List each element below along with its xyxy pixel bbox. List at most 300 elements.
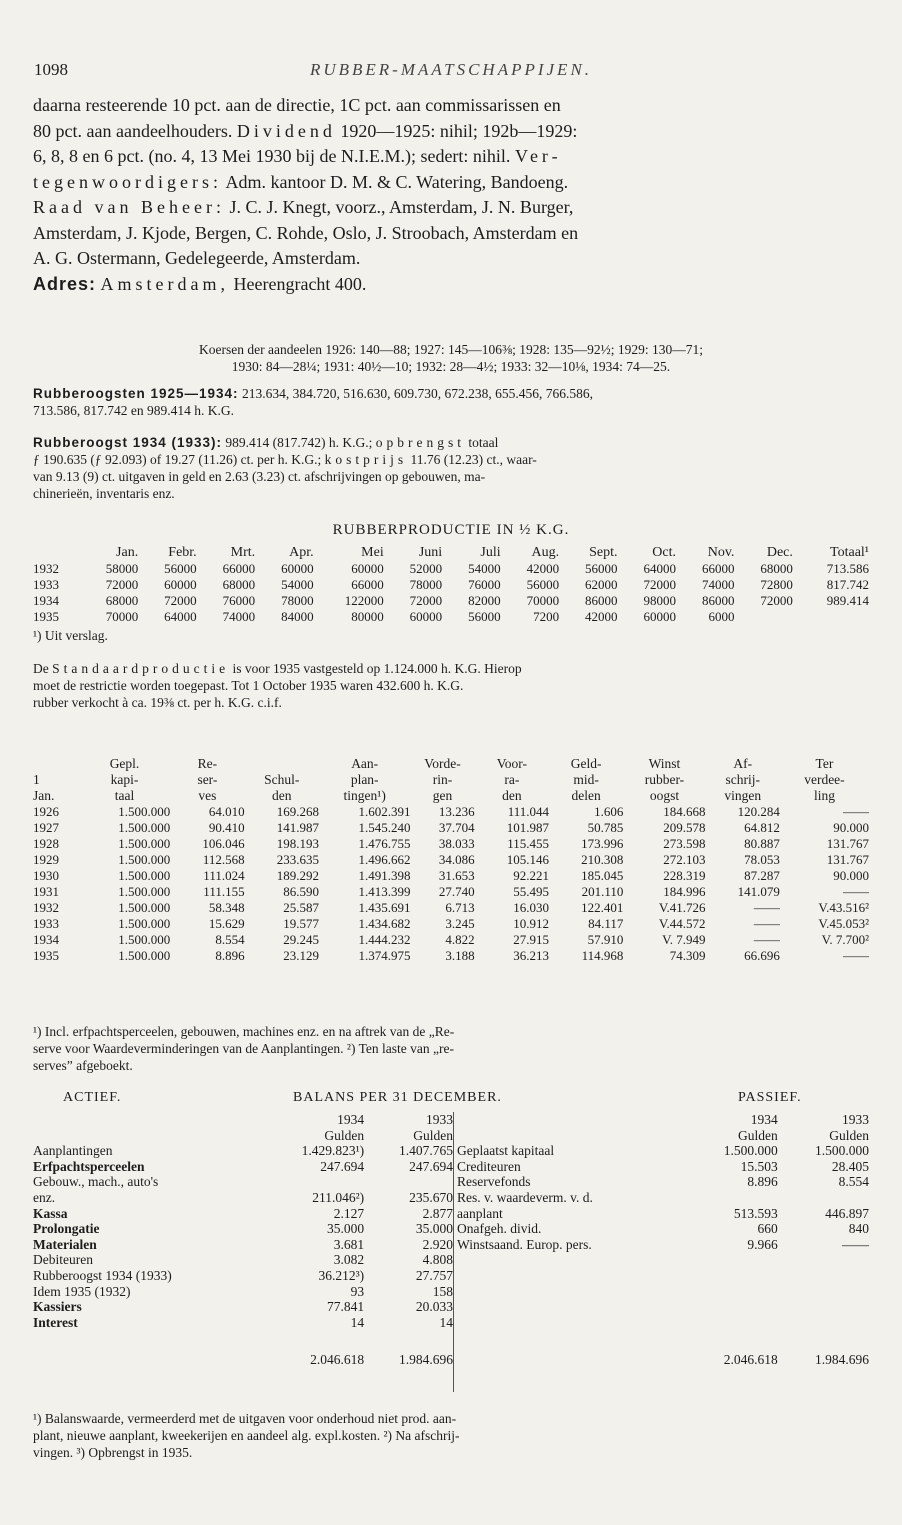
address-street: Heerengracht 400. xyxy=(233,273,367,294)
production-cell: 72800 xyxy=(760,577,793,592)
production-cell: 74000 xyxy=(222,609,256,624)
financial-cell: 36.213 xyxy=(513,948,549,963)
balance-row xyxy=(457,1143,869,1159)
balance-value-1933: 2.877 xyxy=(422,1205,453,1221)
financial-cell: 122.401 xyxy=(581,900,624,915)
balance-empty-row xyxy=(457,1315,869,1331)
balance-label-cell xyxy=(457,1128,687,1144)
financial-cell: 173.996 xyxy=(581,836,624,851)
balance-unit: Gulden xyxy=(413,1127,453,1143)
financial-header-line: Schul- xyxy=(264,772,300,787)
production-header-cell: Apr. xyxy=(289,545,314,560)
intro-line xyxy=(33,119,869,145)
production-header-cell: Mrt. xyxy=(230,545,256,560)
production-cell: 42000 xyxy=(585,609,618,624)
financial-header-cell xyxy=(780,756,869,804)
financial-cell: 58.348 xyxy=(208,900,245,915)
financial-cell: V.43.516² xyxy=(818,900,869,915)
balance-unit: Gulden xyxy=(738,1127,778,1143)
standard-production-paragraph xyxy=(33,660,869,711)
financial-header-cell xyxy=(170,756,244,804)
production-cell: 1932 xyxy=(33,561,59,576)
financial-cell: 1928 xyxy=(33,836,59,851)
balance-value-1933: 14 xyxy=(439,1314,453,1330)
financial-header-line: ling xyxy=(813,788,835,803)
intro-line xyxy=(33,195,869,221)
financial-cell: —— xyxy=(753,900,780,915)
standard-text: De xyxy=(33,661,49,676)
balance-empty-cell xyxy=(457,1252,687,1268)
production-cell: 86000 xyxy=(585,593,618,608)
financial-cell: 38.033 xyxy=(438,836,475,851)
financial-cell: 1.374.975 xyxy=(358,948,411,963)
financial-cell: 37.704 xyxy=(438,820,475,835)
representatives-heading: tegenwoordigers: xyxy=(33,171,222,192)
financial-cell: 228.319 xyxy=(663,868,706,883)
balance-row xyxy=(33,1284,453,1300)
balance-item-label: Materialen xyxy=(33,1236,97,1252)
financial-header-line: Re- xyxy=(197,756,218,771)
production-row xyxy=(33,577,869,593)
production-cell: 56000 xyxy=(585,561,618,576)
balance-value-1933: 446.897 xyxy=(825,1205,869,1221)
financial-cell: 141.987 xyxy=(276,820,319,835)
production-header-cell: Aug. xyxy=(531,545,560,560)
financial-header-line: Vorde- xyxy=(424,756,461,771)
financial-header-line: den xyxy=(272,788,292,803)
balance-total-1933: 1.984.696 xyxy=(815,1352,869,1368)
financial-header-line: 1 xyxy=(33,772,40,787)
balance-note-line: vingen. ³) Opbrengst in 1935. xyxy=(33,1445,193,1460)
rubber-harvests-1925-1934 xyxy=(33,385,869,419)
balance-row xyxy=(457,1206,869,1222)
balance-empty-row xyxy=(457,1268,869,1284)
address-city: Amsterdam, xyxy=(100,273,229,294)
balance-title: BALANS PER 31 DECEMBER. xyxy=(293,1090,502,1105)
production-cell: 66000 xyxy=(351,577,384,592)
balance-item-label: Aanplantingen xyxy=(33,1143,113,1159)
balance-value-1934: 36.212³) xyxy=(318,1267,365,1283)
balance-value-1934: 93 xyxy=(350,1283,365,1299)
financial-cell: 1930 xyxy=(33,868,59,883)
balance-value-1934: 35.000 xyxy=(327,1221,365,1237)
financial-note-line: serve voor Waardeverminderingen van de Aanplantingen. ²) Ten laste van „re- xyxy=(33,1041,454,1056)
financial-header-cell xyxy=(33,756,79,804)
production-cell: 60000 xyxy=(164,577,197,592)
balance-value-1933: 158 xyxy=(432,1283,453,1299)
balance-value-1934: 2.127 xyxy=(333,1205,365,1221)
production-cell: 72000 xyxy=(105,577,139,592)
balance-label-cell xyxy=(33,1112,261,1128)
financial-cell: 1.496.662 xyxy=(358,852,411,867)
financial-cell: 131.767 xyxy=(826,836,869,851)
intro-line xyxy=(33,170,869,196)
production-cell: 64000 xyxy=(643,561,676,576)
production-header-cell: Juni xyxy=(418,545,443,560)
production-cell: 7200 xyxy=(533,609,560,624)
financial-header-line: mid- xyxy=(573,772,599,787)
balance-empty-cell xyxy=(457,1299,687,1315)
financial-table xyxy=(33,756,869,964)
financial-header-line: Geld- xyxy=(570,756,602,771)
production-cell: 56000 xyxy=(468,609,501,624)
financial-header-line: ra- xyxy=(504,772,520,787)
production-cell: 54000 xyxy=(281,577,314,592)
production-cell: 68000 xyxy=(222,577,256,592)
production-header-cell: Dec. xyxy=(766,545,793,560)
balance-value-1933: 4.808 xyxy=(422,1252,453,1268)
financial-header-cell xyxy=(475,756,549,804)
production-cell: 42000 xyxy=(526,561,560,576)
balance-row xyxy=(457,1221,869,1237)
harvest-line xyxy=(33,434,869,451)
financial-cell: 115.455 xyxy=(507,836,549,851)
balance-row xyxy=(33,1159,453,1175)
balance-unit: Gulden xyxy=(829,1127,869,1143)
financial-cell: 84.117 xyxy=(588,916,624,931)
financial-cell: V.41.726 xyxy=(658,900,706,915)
financial-cell: 90.000 xyxy=(833,868,869,883)
production-cell: 60000 xyxy=(409,609,443,624)
financial-cell: 1929 xyxy=(33,852,59,867)
balance-year: 1934 xyxy=(750,1112,778,1127)
assets-table xyxy=(33,1112,453,1368)
standard-line xyxy=(33,660,869,677)
balance-value-1934: 513.593 xyxy=(733,1205,778,1221)
balance-row xyxy=(33,1237,453,1253)
balance-value-1934: 247.694 xyxy=(320,1158,365,1174)
balance-row xyxy=(457,1159,869,1175)
balance-item-label: Crediteuren xyxy=(457,1158,521,1174)
balance-item-label: Debiteuren xyxy=(33,1252,93,1268)
harvest-line: chinerieën, inventaris enz. xyxy=(33,486,175,501)
financial-cell: V. 7.700² xyxy=(821,932,869,947)
balance-unit-row xyxy=(33,1128,453,1144)
financial-cell: 80.887 xyxy=(744,836,780,851)
financial-row xyxy=(33,932,869,948)
financial-cell: 50.785 xyxy=(587,820,624,835)
production-cell: 56000 xyxy=(164,561,197,576)
financial-cell: 10.912 xyxy=(513,916,549,931)
production-row xyxy=(33,609,869,625)
balance-total-1934: 2.046.618 xyxy=(723,1352,778,1368)
production-cell: 72000 xyxy=(643,577,676,592)
balance-value-1934: 8.896 xyxy=(747,1174,778,1190)
production-cell: 76000 xyxy=(468,577,501,592)
balance-empty-cell xyxy=(457,1268,687,1284)
financial-cell: V.44.572 xyxy=(658,916,706,931)
financial-cell: 1.500.000 xyxy=(118,916,171,931)
financial-cell: 92.221 xyxy=(513,868,549,883)
production-header-cell: Jan. xyxy=(116,545,139,560)
financial-header-cell xyxy=(79,756,171,804)
standard-production-heading: Standaardproductie xyxy=(52,661,230,676)
balance-empty-cell xyxy=(457,1315,687,1331)
balance-divider xyxy=(453,1112,454,1392)
financial-cell: 101.987 xyxy=(506,820,549,835)
financial-cell: 1.545.240 xyxy=(358,820,411,835)
balance-row xyxy=(33,1206,453,1222)
balance-year: 1933 xyxy=(842,1112,869,1127)
financial-header-line: schrij- xyxy=(725,772,760,787)
financial-cell: 90.410 xyxy=(208,820,245,835)
intro-text: 6, 8, 8 en 6 pct. (no. 4, 13 Mei 1930 bij de N.I.E.M.); sedert: nihil. xyxy=(33,146,511,166)
balance-item-label: Prolongatie xyxy=(33,1221,100,1237)
financial-cell: 66.696 xyxy=(744,948,780,963)
financial-cell: 106.046 xyxy=(202,836,245,851)
production-cell: 78000 xyxy=(281,593,314,608)
balance-row xyxy=(33,1221,453,1237)
financial-cell: 1.413.399 xyxy=(358,884,411,899)
harvests-line: 713.586, 817.742 en 989.414 h. K.G. xyxy=(33,403,234,418)
balance-value-1933: 247.694 xyxy=(409,1158,453,1174)
financial-cell: 1.444.232 xyxy=(358,932,411,947)
production-cell: 1934 xyxy=(33,593,59,608)
balance-unit-row xyxy=(457,1128,869,1144)
financial-cell: 1932 xyxy=(33,900,59,915)
balance-row xyxy=(33,1315,453,1331)
financial-header-line: delen xyxy=(571,788,601,803)
balance-row xyxy=(457,1174,869,1190)
balance-item-label: Kassiers xyxy=(33,1299,82,1315)
financial-header-line: ves xyxy=(198,788,217,803)
balance-item-label: Geplaatst kapitaal xyxy=(457,1143,555,1159)
production-header-cell: Sept. xyxy=(589,545,618,560)
financial-header-line: Jan. xyxy=(33,788,55,803)
balance-empty-row xyxy=(457,1284,869,1300)
balance-item-label: Res. v. waardeverm. v. d. xyxy=(457,1189,593,1205)
balance-item-label: Rubberoogst 1934 (1933) xyxy=(33,1267,172,1283)
financial-cell: 209.578 xyxy=(663,820,706,835)
harvests-line xyxy=(33,385,869,402)
standard-line: rubber verkocht à ca. 19⅜ ct. per h. K.G. c.i.f. xyxy=(33,695,282,710)
financial-header-line: Aan- xyxy=(351,756,379,771)
balance-row xyxy=(33,1252,453,1268)
production-cell: 72000 xyxy=(409,593,443,608)
balance-item-label: Onafgeh. divid. xyxy=(457,1221,542,1237)
balance-value-1933: —— xyxy=(842,1236,869,1252)
production-cell: 52000 xyxy=(409,561,443,576)
production-row xyxy=(33,593,869,609)
financial-cell: 6.713 xyxy=(445,900,475,915)
balance-year-row xyxy=(33,1112,453,1128)
running-header xyxy=(34,60,868,86)
financial-header-line: verdee- xyxy=(804,772,845,787)
financial-header-line: gen xyxy=(432,788,453,803)
production-header-cell: Mei xyxy=(361,545,384,560)
production-cell: 86000 xyxy=(701,593,735,608)
financial-cell: 1.602.391 xyxy=(358,804,411,819)
financial-cell: 1.500.000 xyxy=(118,868,171,883)
financial-cell: 184.996 xyxy=(663,884,706,899)
financial-cell: 120.284 xyxy=(737,804,780,819)
production-cell: 82000 xyxy=(468,593,501,608)
production-header-cell: Febr. xyxy=(168,545,197,560)
balance-value-1933 xyxy=(364,1174,453,1190)
financial-header-cell xyxy=(245,756,319,804)
production-footnote: ¹) Uit verslag. xyxy=(33,628,108,643)
production-cell: 68000 xyxy=(105,593,139,608)
balance-item-label: Winstsaand. Europ. pers. xyxy=(457,1236,592,1252)
financial-header-line: Winst xyxy=(648,756,681,771)
balance-item-label: Interest xyxy=(33,1314,78,1330)
production-cell: 72000 xyxy=(760,593,793,608)
production-header-cell: Nov. xyxy=(707,545,735,560)
company-intro-paragraph xyxy=(33,93,869,297)
production-cell: 78000 xyxy=(409,577,443,592)
production-cell: 74000 xyxy=(701,577,735,592)
production-cell: 64000 xyxy=(164,609,197,624)
financial-cell: 111.155 xyxy=(203,884,245,899)
balance-year-row xyxy=(457,1112,869,1128)
production-cell: 56000 xyxy=(526,577,560,592)
balance-row xyxy=(457,1237,869,1253)
financial-cell: 210.308 xyxy=(581,852,624,867)
intro-text: 80 pct. aan aandeelhouders. xyxy=(33,120,233,141)
balance-sheet xyxy=(33,1090,869,1368)
harvests-label: Rubberoogsten 1925—1934: xyxy=(33,386,239,401)
financial-cell: —— xyxy=(753,916,780,931)
financial-cell: 1.491.398 xyxy=(358,868,411,883)
financial-cell: 272.103 xyxy=(663,852,706,867)
financial-cell: 1934 xyxy=(33,932,59,947)
balance-item-label: Gebouw., mach., auto's xyxy=(33,1174,159,1190)
harvest-text: 11.76 (12.23) ct., waar- xyxy=(410,452,537,467)
balance-total-1933: 1.984.696 xyxy=(399,1352,453,1368)
financial-header-line: tingen¹) xyxy=(343,788,386,803)
balance-unit: Gulden xyxy=(324,1127,365,1143)
share-prices xyxy=(33,341,869,375)
production-cell: 70000 xyxy=(105,609,139,624)
balance-value-1933: 235.670 xyxy=(409,1189,453,1205)
production-cell: 62000 xyxy=(585,577,618,592)
balance-value-1934: 15.503 xyxy=(740,1158,778,1174)
financial-cell: 112.568 xyxy=(202,852,245,867)
balance-value-1933: 20.033 xyxy=(415,1299,453,1315)
balance-value-1934: 3.082 xyxy=(333,1252,365,1268)
financial-cell: 34.086 xyxy=(438,852,475,867)
financial-cell: 25.587 xyxy=(283,900,319,915)
harvest-text: totaal xyxy=(468,435,499,450)
financial-header-cell xyxy=(319,756,411,804)
financial-notes xyxy=(33,1023,869,1074)
financial-cell: 189.292 xyxy=(276,868,319,883)
page-number: 1098 xyxy=(34,60,68,79)
balance-item-label: aanplant xyxy=(457,1205,503,1221)
balance-row xyxy=(457,1190,869,1206)
cost-price-heading: kostprijs xyxy=(324,452,408,467)
balance-value-1934: 1.429.823¹) xyxy=(301,1143,365,1159)
address-label: Adres: xyxy=(33,273,97,294)
financial-cell: —— xyxy=(753,932,780,947)
financial-cell: 55.495 xyxy=(513,884,549,899)
financial-cell: 57.910 xyxy=(587,932,624,947)
financial-cell: 1931 xyxy=(33,884,59,899)
production-cell: 98000 xyxy=(643,593,676,608)
production-table-title: RUBBERPRODUCTIE IN ½ K.G. xyxy=(332,522,570,538)
production-cell: 76000 xyxy=(222,593,256,608)
financial-cell: 3.188 xyxy=(445,948,475,963)
harvest-line: van 9.13 (9) ct. uitgaven in geld en 2.63 (3.23) ct. afschrijvingen op gebouwen, ma- xyxy=(33,469,486,484)
financial-cell: 23.129 xyxy=(283,948,319,963)
balance-empty-cell xyxy=(457,1284,687,1300)
financial-row xyxy=(33,948,869,964)
production-cell: 66000 xyxy=(222,561,256,576)
balance-value-1934: 3.681 xyxy=(333,1236,365,1252)
balance-item-label: Kassa xyxy=(33,1205,68,1221)
financial-cell: 141.079 xyxy=(737,884,780,899)
financial-cell: 1.476.755 xyxy=(358,836,411,851)
balance-label-cell xyxy=(457,1330,687,1368)
financial-header-line: rubber- xyxy=(644,772,685,787)
production-cell: 60000 xyxy=(643,609,676,624)
financial-cell: —— xyxy=(843,884,869,899)
balance-value-1934: 9.966 xyxy=(747,1236,778,1252)
balance-total-row xyxy=(457,1330,869,1368)
financial-row xyxy=(33,820,869,836)
intro-text: 1920—1925: nihil; 192b—1929: xyxy=(340,120,578,141)
balance-notes xyxy=(33,1410,869,1461)
production-cell: 66000 xyxy=(701,561,735,576)
financial-note-line: ¹) Incl. erfpachtsperceelen, gebouwen, machines enz. en na aftrek van de „Re- xyxy=(33,1024,455,1039)
balance-label-cell xyxy=(33,1128,261,1144)
financial-cell: 1935 xyxy=(33,948,59,963)
financial-cell: 4.822 xyxy=(445,932,475,947)
intro-text: J. C. J. Knegt, voorz., Amsterdam, J. N. Burger, xyxy=(229,197,574,217)
harvests-values: 213.634, 384.720, 516.630, 609.730, 672.238, 655.456, 766.586, xyxy=(241,386,593,401)
balance-value-1934 xyxy=(261,1174,364,1190)
financial-header-line: Gepl. xyxy=(109,756,140,771)
financial-cell: 105.146 xyxy=(506,852,549,867)
financial-cell: 27.740 xyxy=(438,884,475,899)
financial-row xyxy=(33,804,869,820)
financial-cell: 198.193 xyxy=(276,836,319,851)
production-cell: 58000 xyxy=(105,561,139,576)
balance-note-line: ¹) Balanswaarde, vermeerderd met de uitgaven voor onderhoud niet prod. aan- xyxy=(33,1411,457,1426)
intro-line: daarna resteerende 10 pct. aan de directie, 1C pct. aan commissarissen en xyxy=(33,95,561,115)
production-header-cell: Juli xyxy=(480,545,501,560)
production-table xyxy=(33,545,869,625)
balance-value-1933: 8.554 xyxy=(838,1174,869,1190)
financial-cell: V. 7.949 xyxy=(662,932,706,947)
financial-cell: 1.500.000 xyxy=(118,852,171,867)
financial-header-line: plan- xyxy=(350,772,379,787)
balance-note-line: plant, nieuwe aanplant, kweekerijen en aandeel alg. expl.kosten. ²) Na afschrij- xyxy=(33,1428,460,1443)
financial-cell: 1933 xyxy=(33,916,59,931)
balance-item-label: Idem 1935 (1932) xyxy=(33,1283,131,1299)
financial-header-line: vingen xyxy=(724,788,762,803)
financial-cell: 29.245 xyxy=(283,932,319,947)
liabilities-table xyxy=(457,1112,869,1368)
financial-row xyxy=(33,852,869,868)
harvest-label: Rubberoogst 1934 (1933): xyxy=(33,435,223,450)
balance-value-1933: 35.000 xyxy=(415,1221,453,1237)
financial-cell: 1.500.000 xyxy=(118,820,171,835)
financial-cell: 64.010 xyxy=(208,804,245,819)
balance-row xyxy=(33,1299,453,1315)
financial-header-line: kapi- xyxy=(110,772,139,787)
address-line xyxy=(33,272,869,298)
balance-value-1933: 1.500.000 xyxy=(815,1143,869,1159)
balance-value-1934: 211.046²) xyxy=(312,1189,365,1205)
production-cell xyxy=(793,609,869,625)
balance-empty-row xyxy=(457,1299,869,1315)
financial-cell: 185.045 xyxy=(581,868,624,883)
production-cell: 713.586 xyxy=(826,561,869,576)
financial-cell: 64.812 xyxy=(744,820,780,835)
production-cell: 1933 xyxy=(33,577,59,592)
financial-cell: 74.309 xyxy=(669,948,706,963)
